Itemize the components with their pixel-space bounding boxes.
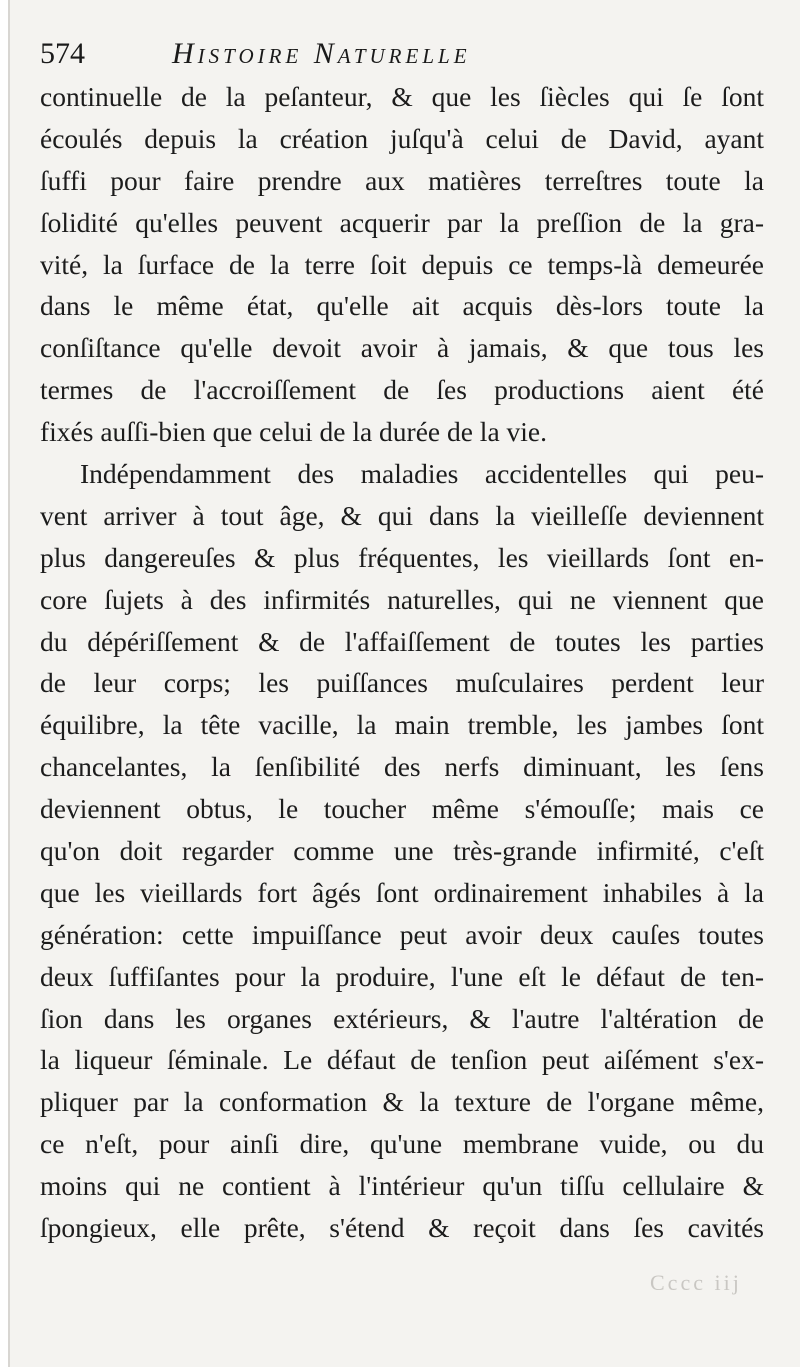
text-line: de leur corps; les puiſſances muſculaires perdent leur <box>40 667 764 699</box>
text-line: ſolidité qu'elles peuvent acquerir par la preſſion de la gra- <box>40 206 764 238</box>
text-line: la liqueur ſéminale. Le défaut de tenſion peut aiſément s'ex- <box>40 1044 764 1076</box>
text-line: ſuffi pour faire prendre aux matières terreſtres toute la <box>40 164 764 196</box>
text-line: ce n'eſt, pour ainſi dire, qu'une membrane vuide, ou du <box>40 1128 764 1160</box>
text-line: plus dangereuſes & plus fréquentes, les vieillards ſont en- <box>40 541 764 573</box>
book-page <box>8 0 800 1367</box>
running-head <box>40 34 780 74</box>
text-line: écoulés depuis la création juſqu'à celui de David, ayant <box>40 122 764 154</box>
text-line: deux ſuffiſantes pour la produire, l'une eſt le défaut de ten- <box>40 960 764 992</box>
text-line: deviennent obtus, le toucher même s'émouſſe; mais ce <box>40 793 764 825</box>
text-line: fixés auſſi-bien que celui de la durée de la vie. <box>40 416 548 448</box>
running-title: Histoire Naturelle <box>172 37 471 70</box>
text-line: vent arriver à tout âge, & qui dans la vieilleſſe deviennent <box>40 499 764 531</box>
text-line: équilibre, la tête vacille, la main tremble, les jambes ſont <box>40 709 764 741</box>
page-number: 574 <box>40 37 85 70</box>
text-line: moins qui ne contient à l'intérieur qu'un tiſſu cellulaire & <box>40 1170 764 1202</box>
text-line: ſpongieux, elle prête, s'étend & reçoit dans ſes cavités <box>40 1212 764 1244</box>
text-line: pliquer par la conformation & la texture de l'organe même, <box>40 1086 764 1118</box>
signature-mark: Cccc iij <box>650 1270 742 1295</box>
text-line: du dépériſſement & de l'affaiſſement de toutes les parties <box>40 625 764 657</box>
text-line: chancelantes, la ſenſibilité des nerfs diminuant, les ſens <box>40 751 764 783</box>
text-line: conſiſtance qu'elle devoit avoir à jamais, & que tous les <box>40 332 764 364</box>
text-line: dans le même état, qu'elle ait acquis dès-lors toute la <box>40 290 764 322</box>
text-line: qu'on doit regarder comme une très-grande infirmité, c'eſt <box>40 835 764 867</box>
text-line: Indépendamment des maladies accidentelles qui peu- <box>80 458 764 490</box>
text-line: que les vieillards fort âgés ſont ordinairement inhabiles à la <box>40 876 764 908</box>
text-line: ſion dans les organes extérieurs, & l'autre l'altération de <box>40 1002 764 1034</box>
text-line: vité, la ſurface de la terre ſoit depuis ce temps-là demeurée <box>40 248 764 280</box>
text-line: continuelle de la peſanteur, & que les ſiècles qui ſe ſont <box>40 81 764 112</box>
text-line: génération: cette impuiſſance peut avoir deux cauſes toutes <box>40 918 764 950</box>
body-text <box>40 76 764 1249</box>
text-line: core ſujets à des infirmités naturelles, qui ne viennent que <box>40 583 764 615</box>
text-line: termes de l'accroiſſement de ſes productions aient été <box>40 374 764 406</box>
